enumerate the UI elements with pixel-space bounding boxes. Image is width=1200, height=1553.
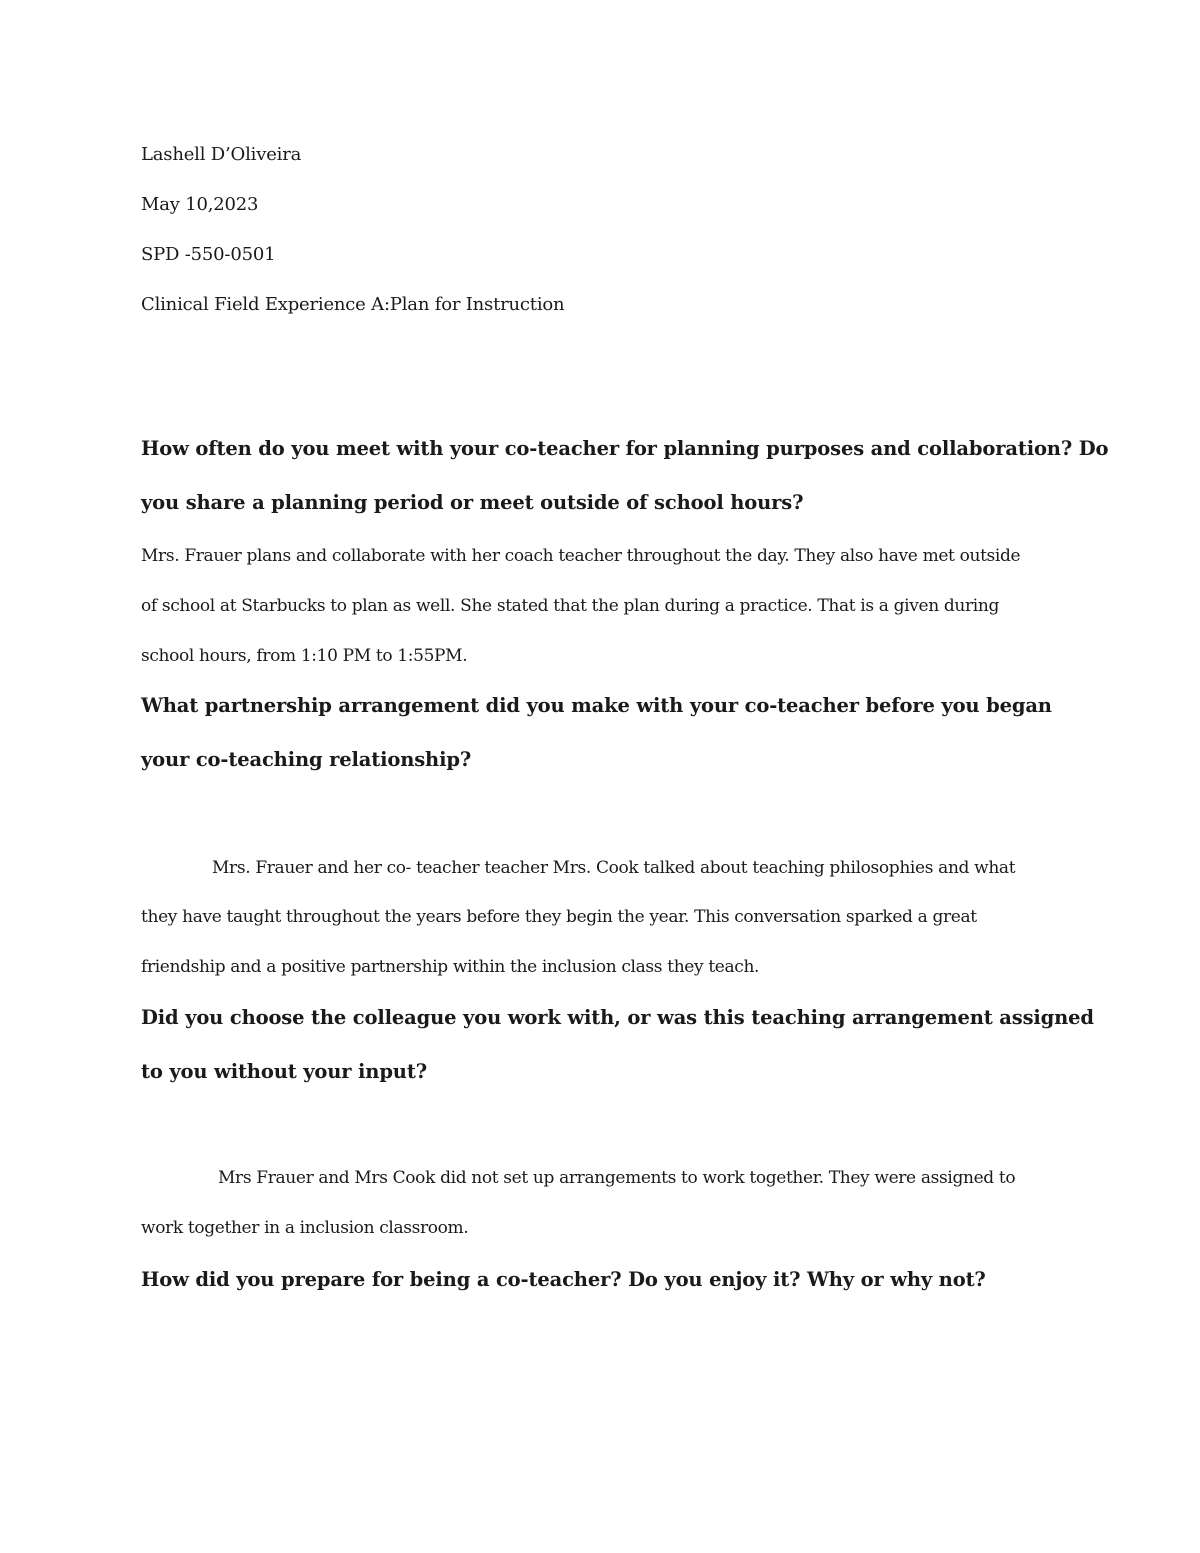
question-3-line-2: to you without your input? [141, 1060, 427, 1083]
answer-2-line-3: friendship and a positive partnership within the inclusion class they teach. [141, 957, 760, 977]
answer-2-line-1: Mrs. Frauer and her co- teacher teacher Mrs. Cook talked about teaching philosophies and what [212, 858, 1016, 878]
author-name: Lashell D’Oliveira [141, 144, 302, 165]
answer-3-line-1: Mrs Frauer and Mrs Cook did not set up arrangements to work together. They were assigned to [218, 1168, 1016, 1188]
question-1-line-1: How often do you meet with your co-teacher for planning purposes and collaboration? Do [141, 437, 1109, 460]
course-code: SPD -550-0501 [141, 244, 276, 265]
answer-1-line-2: of school at Starbucks to plan as well. She stated that the plan during a practice. That is a given during [141, 596, 1000, 616]
question-2-line-2: your co-teaching relationship? [141, 748, 472, 771]
document-date: May 10,2023 [141, 194, 259, 215]
answer-1-line-3: school hours, from 1:10 PM to 1:55PM. [141, 646, 468, 666]
answer-2-line-2: they have taught throughout the years before they begin the year. This conversation sparked a great [141, 907, 977, 927]
answer-1-line-1: Mrs. Frauer plans and collaborate with her coach teacher throughout the day. They also have met outside [141, 546, 1021, 566]
answer-3-line-2: work together in a inclusion classroom. [141, 1218, 469, 1238]
question-3-line-1: Did you choose the colleague you work with, or was this teaching arrangement assigned [141, 1006, 1094, 1029]
question-4-line-1: How did you prepare for being a co-teacher? Do you enjoy it? Why or why not? [141, 1268, 986, 1291]
question-1-line-2: you share a planning period or meet outside of school hours? [141, 491, 804, 514]
assignment-title: Clinical Field Experience A:Plan for Instruction [141, 294, 565, 315]
question-2-line-1: What partnership arrangement did you make with your co-teacher before you began [141, 694, 1052, 717]
